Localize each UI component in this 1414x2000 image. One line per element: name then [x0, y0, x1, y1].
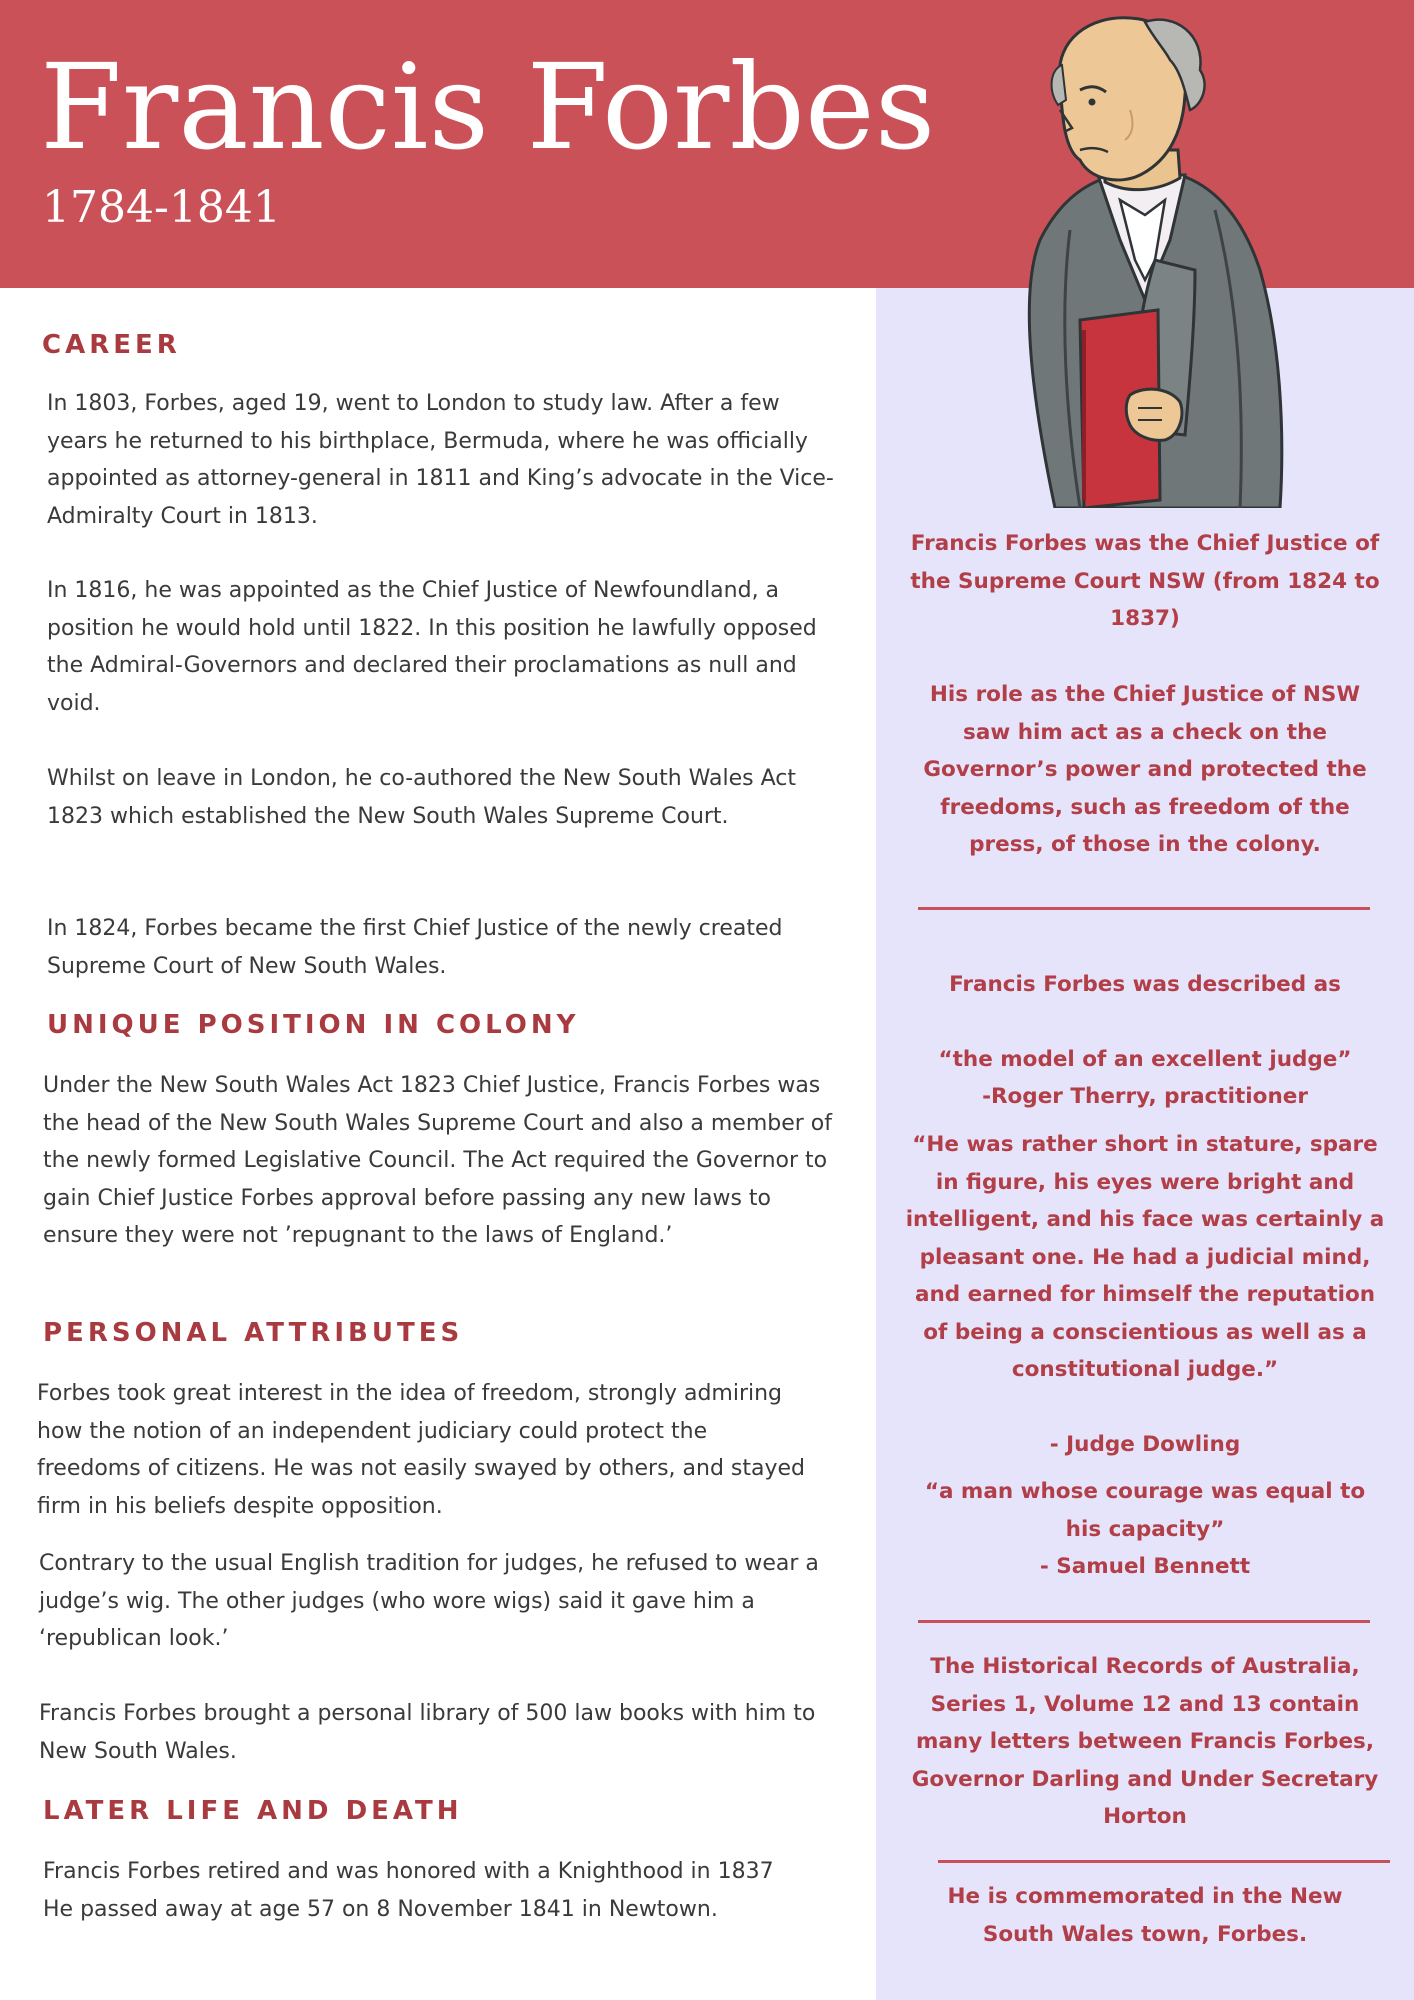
sidebar-divider-3 [938, 1860, 1390, 1863]
later-life-heading: LATER LIFE AND DEATH [43, 1796, 463, 1826]
career-heading: CAREER [42, 330, 181, 360]
sidebar-intro-chief-justice: Francis Forbes was the Chief Justice of the Supreme Court NSW (from 1824 to 1837) [910, 531, 1380, 631]
personal-paragraph-3: Francis Forbes brought a personal library of 500 law books with him to New South Wales. [39, 1701, 816, 1764]
quote-therry: “the model of an excellent judge” [938, 1047, 1352, 1072]
quote-bennett-author: - Samuel Bennett [1039, 1554, 1251, 1579]
career-paragraph-3: Whilst on leave in London, he co-authored the New South Wales Act 1823 which established the New South Wales Supreme Court. [47, 766, 796, 829]
later-life-line-1: Francis Forbes retired and was honored with a Knighthood in 1837 [43, 1859, 774, 1884]
later-life-line-2: He passed away at age 57 on 8 November 1841 in Newtown. [43, 1897, 718, 1922]
career-paragraph-1: In 1803, Forbes, aged 19, went to London to study law. After a few years he returned to his birthplace, Bermuda, where he was officially appointed as attorney-general in 1811 and King’s advocate in the Vice-Admiralty Court in 1813. [47, 391, 834, 529]
career-paragraph-2: In 1816, he was appointed as the Chief Justice of Newfoundland, a position he would hold until 1822. In this position he lawfully opposed the Admiral-Governors and declared their proclamations as null and void. [47, 578, 817, 716]
unique-position-paragraph: Under the New South Wales Act 1823 Chief Justice, Francis Forbes was the head of the New South Wales Supreme Court and also a member of the newly formed Legislative Council. The Act required the Governor to gain Chief Justice Forbes approval before passing any new laws to ensure they were not ’repugnant to the laws of England.’ [43, 1073, 833, 1248]
sidebar-historical-records: The Historical Records of Australia, Series 1, Volume 12 and 13 contain many letters between Francis Forbes, Governor Darling and Under Secretary Horton [911, 1654, 1379, 1829]
quote-therry-author: -Roger Therry, practitioner [982, 1084, 1308, 1109]
personal-attributes-heading: PERSONAL ATTRIBUTES [43, 1318, 464, 1348]
quote-dowling-author: - Judge Dowling [1049, 1432, 1241, 1457]
quote-dowling: “He was rather short in stature, spare in figure, his eyes were bright and intelligent, and his face was certainly a pleasant one. He had a judicial mind, and earned for himself the reputation of being a conscientious as well as a constitutional judge.” [905, 1132, 1385, 1382]
sidebar-divider-1 [918, 907, 1370, 910]
career-paragraph-4: In 1824, Forbes became the first Chief Justice of the newly created Supreme Court of New South Wales. [47, 916, 783, 979]
personal-paragraph-2: Contrary to the usual English tradition for judges, he refused to wear a judge’s wig. The other judges (who wore wigs) said it gave him a ‘republican look.’ [39, 1551, 819, 1651]
sidebar-commemorated: He is commemorated in the New South Wales town, Forbes. [947, 1884, 1343, 1947]
quote-bennett: “a man whose courage was equal to his capacity” [924, 1479, 1366, 1542]
unique-position-heading: UNIQUE POSITION IN COLONY [47, 1010, 580, 1040]
judge-portrait-icon [980, 10, 1300, 508]
page-title: Francis Forbes [40, 38, 936, 176]
personal-paragraph-1: Forbes took great interest in the idea of freedom, strongly admiring how the notion of an independent judiciary could protect the freedoms of citizens. He was not easily swayed by others, and stayed firm in his beliefs despite opposition. [37, 1381, 806, 1519]
sidebar-intro-role: His role as the Chief Justice of NSW saw him act as a check on the Governor’s power and protected the freedoms, such as freedom of the press, of those in the colony. [923, 682, 1367, 857]
sidebar-divider-2 [918, 1620, 1370, 1623]
lifespan-years: 1784-1841 [42, 182, 281, 233]
sidebar-described-as: Francis Forbes was described as [949, 972, 1341, 997]
